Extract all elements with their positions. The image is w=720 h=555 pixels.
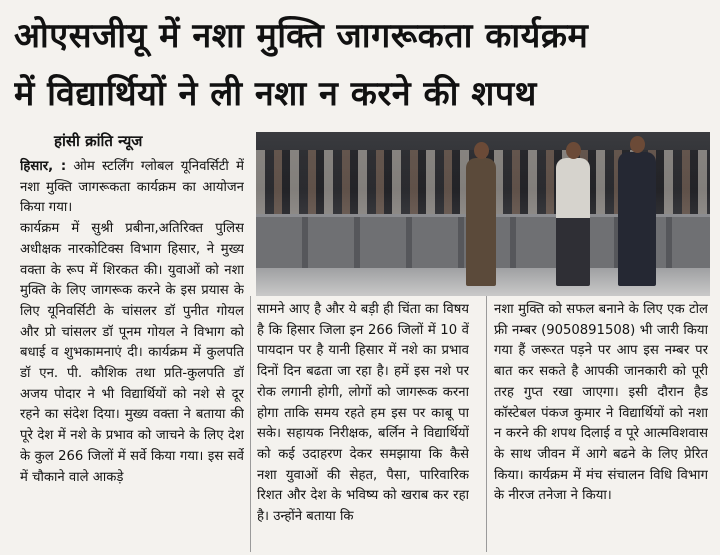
event-photo <box>256 132 710 296</box>
paragraph: कार्यक्रम में सुश्री प्रबीना,अतिरिक्त पुलिस अधीक्षक नारकोटिक्स विभाग हिसार, ने मुख्य वक्ता के रूप में शिरकत की। युवाओं को नशा मुक्ति के लिए जागरूक करने के इस प्रयास के लिए यूनिवर्सिटी के चांसलर डॉ पुनीत गोयल और प्रो चांसलर डॉ पूनम गोयल ने विभाग को बधाई व शुभकामनाएं दी। कार्यक्रम में कुलपति डॉ एन. पी. कौशिक तथा प्रति-कुलपति डॉ अजय पोदार ने भी विद्यार्थियों को नशे से दूर रहने का संदेश दिया। मुख्य वक्ता ने बताया की पूरे देश में नशे के प्रभाव को जाचने के लिए देश के कुल 266 जिलों में सर्वे किया गया। इस सर्वे में चौकाने वाले आकड़े <box>20 221 244 485</box>
speaker-officer <box>466 158 496 286</box>
paragraph: सामने आए है और ये बड़ी ही चिंता का विषय है कि हिसार जिला इन 266 जिलों में 10 वें पायदान पर है यानी हिसार में नशे का प्रभाव दिनों दिन बढता जा रहा है। हमें इस नशे पर रोक लगानी होगी, लोगों को जागरूक करना होगा ताकि समय रहते हम इस पर काबू पा सके। सहायक निरीक्षक, बर्लिन ने विद्यार्थियों को कई उदाहरण देकर समझाया कि कैसे नशा युवाओं की सेहत, पैसा, पारिवारिक रिशत और देश के भविष्य को खराब कर रहा है। उन्होंने बताया कि <box>257 302 469 525</box>
guest-vest <box>556 158 590 286</box>
headline-line-2: में विद्यार्थियों ने ली नशा न करने की शपथ <box>14 74 537 114</box>
guest-suit <box>618 152 656 286</box>
column-divider <box>486 296 487 552</box>
dateline: हिसार, : <box>20 159 67 174</box>
article-column-2 <box>257 300 469 552</box>
article-column-1 <box>20 157 244 553</box>
headline-line-1: ओएसजीयू में नशा मुक्ति जागरूकता कार्यक्रम <box>14 16 589 56</box>
article-column-3 <box>494 300 708 552</box>
paragraph: नशा मुक्ति को सफल बनाने के लिए एक टोल फ्री नम्बर (9050891508) भी जारी किया गया हैं जरूरत पड़ने पर आप इस नम्बर पर बात कर सकते है आपकी जानकारी को पूरी तरह गुप्त रखा जाएगा। इसी दौरान हैड कॉस्टेबल पंकज कुमार ने विद्यार्थियों को नशा न करने की शपथ दिलाई व पूरे आत्मविशवास के साथ जीवन में आगे बढने के लिए प्रेरित किया। कार्यक्रम में मंच संचालन विधि विभाग के नीरज तनेजा ने किया। <box>494 302 708 504</box>
column-divider <box>250 296 251 552</box>
byline: हांसी क्रांति न्यूज <box>54 132 143 150</box>
paragraph: ओम स्टर्लिंग ग्लोबल यूनिवर्सिटी में नशा मुक्ति जागरूकता कार्यक्रम का आयोजन किया गया। <box>20 159 244 216</box>
